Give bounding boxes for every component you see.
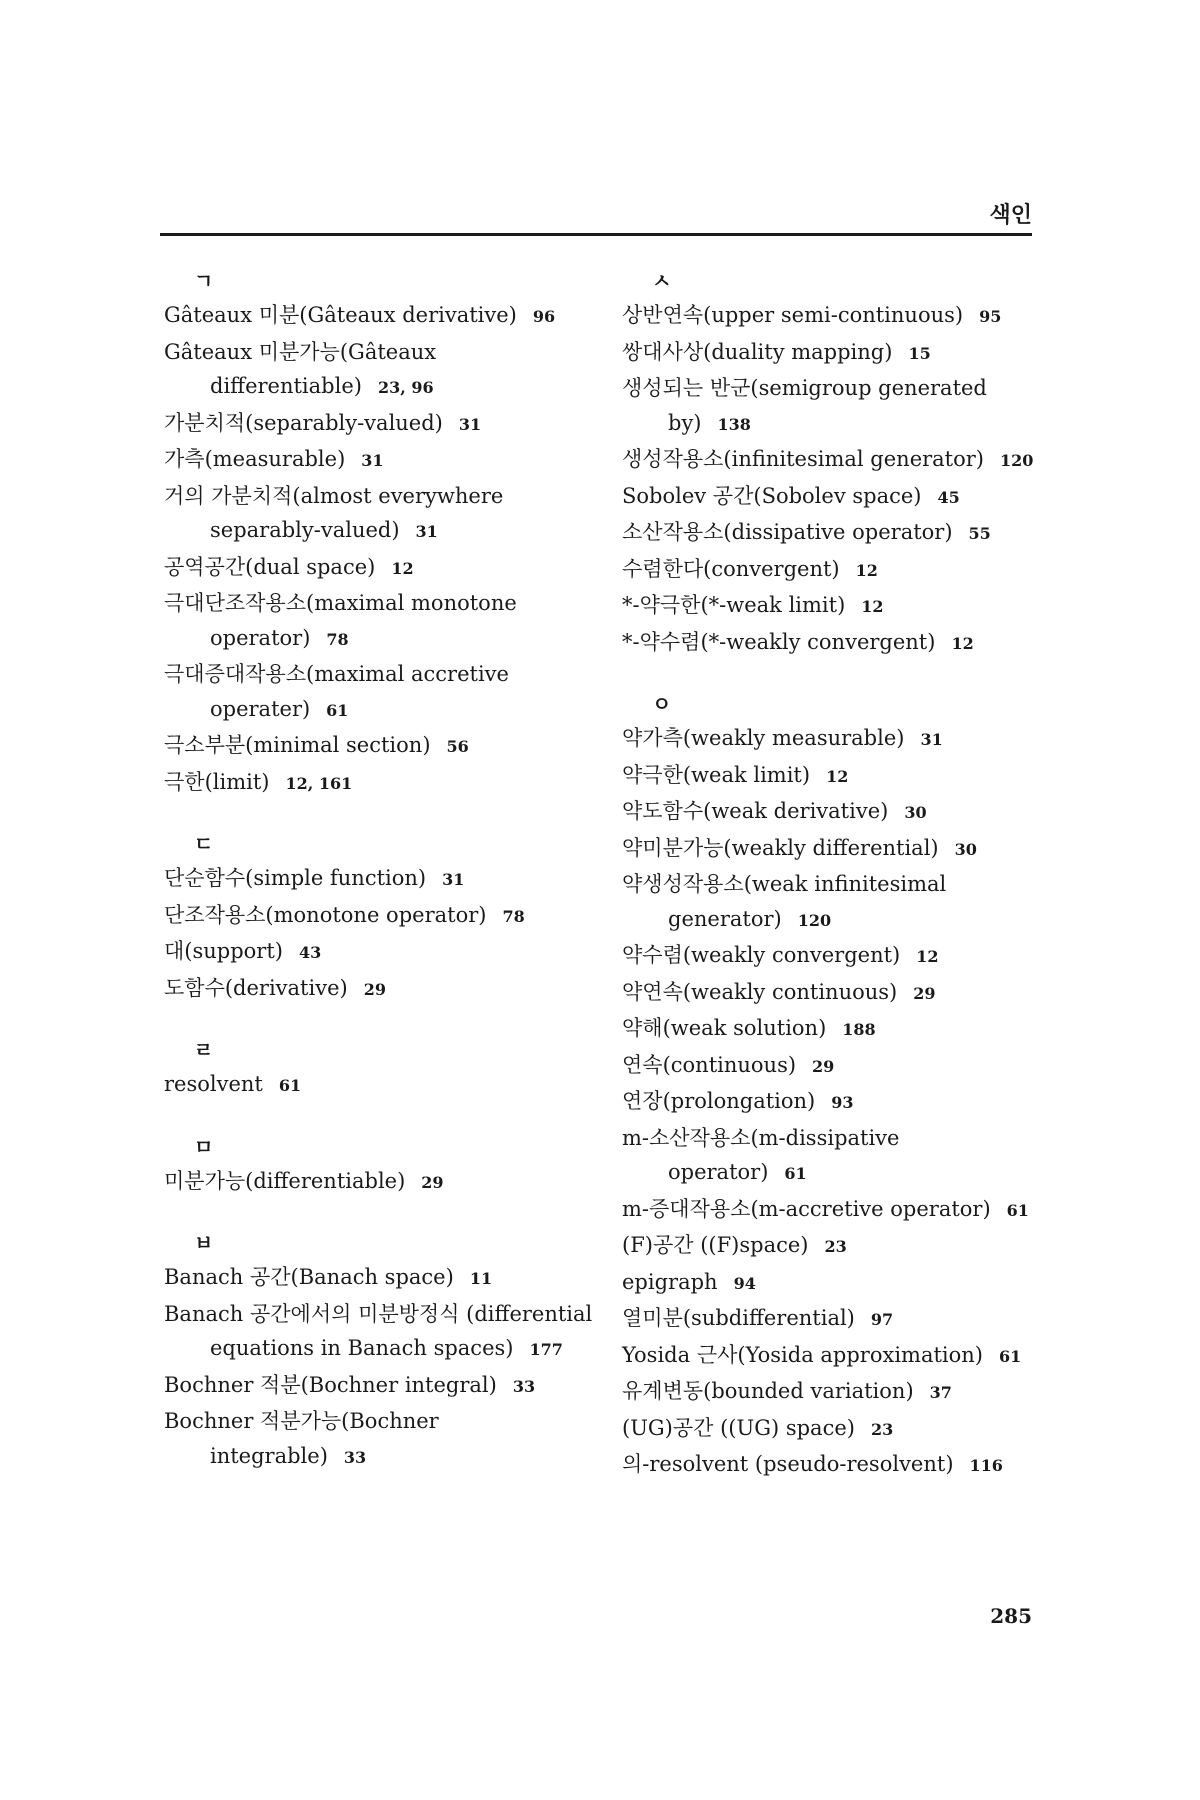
entry-page-ref: 188: [842, 1020, 876, 1039]
index-entry: [164, 728, 594, 765]
entry-term: *-약극한(*-weak limit): [622, 593, 846, 617]
index-entry: [164, 479, 594, 550]
index-entry: [164, 934, 594, 971]
section-letter: ㅂ: [194, 1231, 214, 1255]
entry-term: 약극한(weak limit): [622, 762, 811, 787]
entry-term: 소산작용소(dissipative operator): [622, 520, 953, 544]
entry-page-ref: 95: [979, 307, 1002, 326]
index-entry: [622, 831, 1042, 868]
index-entry: [622, 335, 1042, 372]
entry-page-ref: 61: [784, 1164, 807, 1183]
entry-page-ref: 12: [855, 560, 878, 580]
index-column-left: [164, 268, 594, 1505]
entry-page-ref: 33: [512, 1376, 536, 1396]
entry-page-ref: 31: [442, 870, 465, 889]
entry-page-ref: 61: [1006, 1200, 1029, 1220]
entry-page-ref: 30: [954, 839, 977, 859]
index-entry: [622, 721, 1042, 758]
entry-page-ref: 12: [391, 558, 414, 578]
index-entry: [622, 1228, 1042, 1265]
index-entry: [622, 1447, 1042, 1484]
section-letter: ㄷ: [194, 832, 214, 856]
entry-term: 약미분가능(weakly differential): [622, 835, 939, 860]
entry-term: 약생성작용소(weak infinitesimal generator): [622, 872, 947, 931]
index-entry: [164, 1164, 594, 1201]
index-entry: [622, 371, 1042, 442]
entry-term: 생성작용소(infinitesimal generator): [622, 447, 984, 471]
entry-term: Sobolev 공간(Sobolev space): [622, 483, 922, 508]
entry-term: 연속(continuous): [622, 1052, 797, 1077]
entry-term: Gâteaux 미분가능(Gâteaux differentiable): [164, 339, 437, 398]
index-column-right: [622, 268, 1042, 1514]
entry-page-ref: 61: [999, 1346, 1022, 1366]
index-entry: [164, 898, 594, 935]
section-letter: ㄱ: [194, 269, 214, 293]
index-entry: [164, 586, 594, 657]
section-letter: ㄹ: [194, 1038, 214, 1062]
entry-term: 생성되는 반군(semigroup generated by): [622, 376, 987, 435]
entry-term: (F)공간 ((F)space): [622, 1233, 809, 1257]
entry-page-ref: 23: [824, 1237, 847, 1256]
index-section: [164, 831, 594, 1007]
entry-page-ref: 29: [812, 1056, 835, 1076]
index-entry: [622, 794, 1042, 831]
entry-term: 극한(limit): [164, 769, 270, 794]
section-letter: ㅁ: [194, 1134, 214, 1159]
entry-page-ref: 120: [797, 910, 832, 930]
entry-term: 거의 가분치적(almost everywhere separably-valued): [164, 483, 504, 542]
entry-page-ref: 37: [929, 1383, 952, 1402]
entry-page-ref: 31: [361, 451, 384, 470]
index-entry: [164, 1067, 594, 1104]
entry-page-ref: 94: [733, 1273, 756, 1293]
entry-term: 유계변동(bounded variation): [622, 1379, 914, 1403]
section-letter: ㅅ: [652, 269, 672, 293]
index-entry: [622, 1121, 1042, 1192]
index-entry: [622, 1011, 1042, 1048]
index-entry: [164, 442, 594, 479]
index-entry: [164, 406, 594, 443]
index-section: [622, 268, 1042, 661]
index-entry: [622, 1338, 1042, 1375]
entry-term: 약수렴(weakly convergent): [622, 943, 901, 967]
entry-term: Bochner 적분가능(Bochner integrable): [164, 1409, 439, 1468]
entry-term: Gâteaux 미분(Gâteaux derivative): [164, 303, 517, 327]
entry-page-ref: 31: [458, 414, 482, 434]
entry-term: 쌍대사상(duality mapping): [622, 339, 893, 364]
entry-term: 상반연속(upper semi-continuous): [622, 303, 964, 327]
index-entry: [164, 335, 594, 406]
index-entry: [622, 938, 1042, 975]
entry-page-ref: 61: [326, 700, 349, 720]
entry-term: m-소산작용소(m-dissipative operator): [622, 1125, 900, 1184]
index-entry: [622, 1301, 1042, 1338]
index-entry: [622, 442, 1042, 479]
entry-term: 가분치적(separably-valued): [164, 410, 443, 435]
entry-page-ref: 29: [913, 983, 936, 1003]
entry-page-ref: 56: [446, 737, 469, 756]
index-entry: [164, 657, 594, 728]
index-entry: [622, 1084, 1042, 1121]
entry-term: 연장(prolongation): [622, 1089, 816, 1113]
index-entry: [164, 1260, 594, 1297]
entry-term: 단순함수(simple function): [164, 866, 427, 890]
entry-page-ref: 31: [920, 730, 943, 749]
index-entry: [622, 298, 1042, 335]
entry-page-ref: 55: [968, 524, 991, 543]
entry-page-ref: 12, 161: [285, 773, 353, 793]
entry-page-ref: 177: [529, 1340, 563, 1359]
index-entry: [164, 550, 594, 587]
index-entry: [622, 758, 1042, 795]
entry-page-ref: 116: [969, 1456, 1003, 1475]
entry-term: 가측(measurable): [164, 447, 346, 471]
entry-page-ref: 97: [870, 1310, 894, 1329]
entry-term: Bochner 적분(Bochner integral): [164, 1372, 497, 1397]
entry-term: 도함수(derivative): [164, 975, 348, 1000]
index-section: [164, 1230, 594, 1475]
entry-page-ref: 31: [415, 522, 438, 541]
index-entry: [164, 971, 594, 1008]
entry-page-ref: 45: [937, 487, 960, 507]
entry-page-ref: 23, 96: [377, 378, 434, 397]
index-entry: [622, 625, 1042, 662]
index-entry: [622, 1192, 1042, 1229]
entry-term: 극소부분(minimal section): [164, 733, 431, 757]
entry-term: 약연속(weakly continuous): [622, 979, 898, 1004]
section-letter: ㅇ: [652, 692, 672, 716]
index-entry: [622, 515, 1042, 552]
index-entry: [622, 588, 1042, 625]
entry-term: 미분가능(differentiable): [164, 1168, 406, 1193]
index-entry: [622, 552, 1042, 589]
entry-page-ref: 29: [421, 1172, 444, 1192]
index-entry: [164, 861, 594, 898]
entry-page-ref: 61: [278, 1076, 302, 1095]
entry-page-ref: 12: [951, 633, 974, 653]
entry-page-ref: 33: [343, 1447, 367, 1467]
entry-page-ref: 30: [904, 803, 927, 822]
entry-page-ref: 120: [1000, 451, 1034, 470]
entry-page-ref: 138: [717, 414, 751, 434]
index-section: [164, 1134, 594, 1201]
entry-term: 극대단조작용소(maximal monotone operator): [164, 591, 517, 650]
index-entry: [622, 1411, 1042, 1448]
index-entry: [164, 1368, 594, 1405]
index-entry: [164, 1404, 594, 1475]
entry-term: m-증대작용소(m-accretive operator): [622, 1196, 991, 1221]
entry-page-ref: 12: [826, 766, 849, 786]
entry-term: 의-resolvent (pseudo-resolvent): [622, 1452, 954, 1476]
entry-page-ref: 12: [916, 947, 939, 966]
entry-page-ref: 43: [298, 943, 322, 962]
entry-term: 수렴한다(convergent): [622, 556, 840, 581]
entry-term: 열미분(subdifferential): [622, 1306, 855, 1330]
entry-term: Banach 공간에서의 미분방정식 (differential equations in Banach spaces): [164, 1301, 593, 1360]
entry-term: Banach 공간(Banach space): [164, 1265, 454, 1289]
entry-term: epigraph: [622, 1269, 718, 1294]
entry-page-ref: 93: [831, 1093, 854, 1112]
index-entry: [622, 479, 1042, 516]
index-entry: [164, 298, 594, 335]
entry-page-ref: 23: [870, 1419, 894, 1439]
entry-term: (UG)공간 ((UG) space): [622, 1415, 855, 1440]
index-entry: [164, 1297, 594, 1368]
entry-page-ref: 12: [861, 597, 884, 616]
entry-term: 약해(weak solution): [622, 1016, 827, 1040]
page-number: 285: [990, 1604, 1032, 1628]
entry-term: 극대증대작용소(maximal accretive operater): [164, 662, 509, 721]
header-rule: [160, 233, 1032, 236]
entry-term: 공역공간(dual space): [164, 554, 376, 579]
entry-page-ref: 29: [363, 979, 386, 999]
entry-term: Yosida 근사(Yosida approximation): [622, 1342, 983, 1367]
index-entry: [164, 765, 594, 802]
index-entry: [622, 975, 1042, 1012]
entry-page-ref: 96: [532, 307, 556, 326]
index-entry: [622, 867, 1042, 938]
entry-term: 약가측(weakly measurable): [622, 726, 905, 750]
entry-page-ref: 78: [326, 629, 349, 649]
index-entry: [622, 1265, 1042, 1302]
running-header: 색인: [989, 203, 1032, 228]
index-entry: [622, 1374, 1042, 1411]
entry-term: resolvent: [164, 1072, 263, 1096]
entry-page-ref: 15: [908, 343, 931, 363]
index-section: [622, 691, 1042, 1484]
entry-page-ref: 11: [469, 1269, 493, 1288]
index-section: [164, 268, 594, 801]
index-entry: [622, 1048, 1042, 1085]
entry-term: *-약수렴(*-weakly convergent): [622, 629, 936, 654]
index-section: [164, 1037, 594, 1104]
entry-term: 대(support): [164, 939, 283, 963]
entry-term: 약도함수(weak derivative): [622, 799, 889, 823]
entry-term: 단조작용소(monotone operator): [164, 902, 487, 927]
entry-page-ref: 78: [502, 906, 525, 926]
